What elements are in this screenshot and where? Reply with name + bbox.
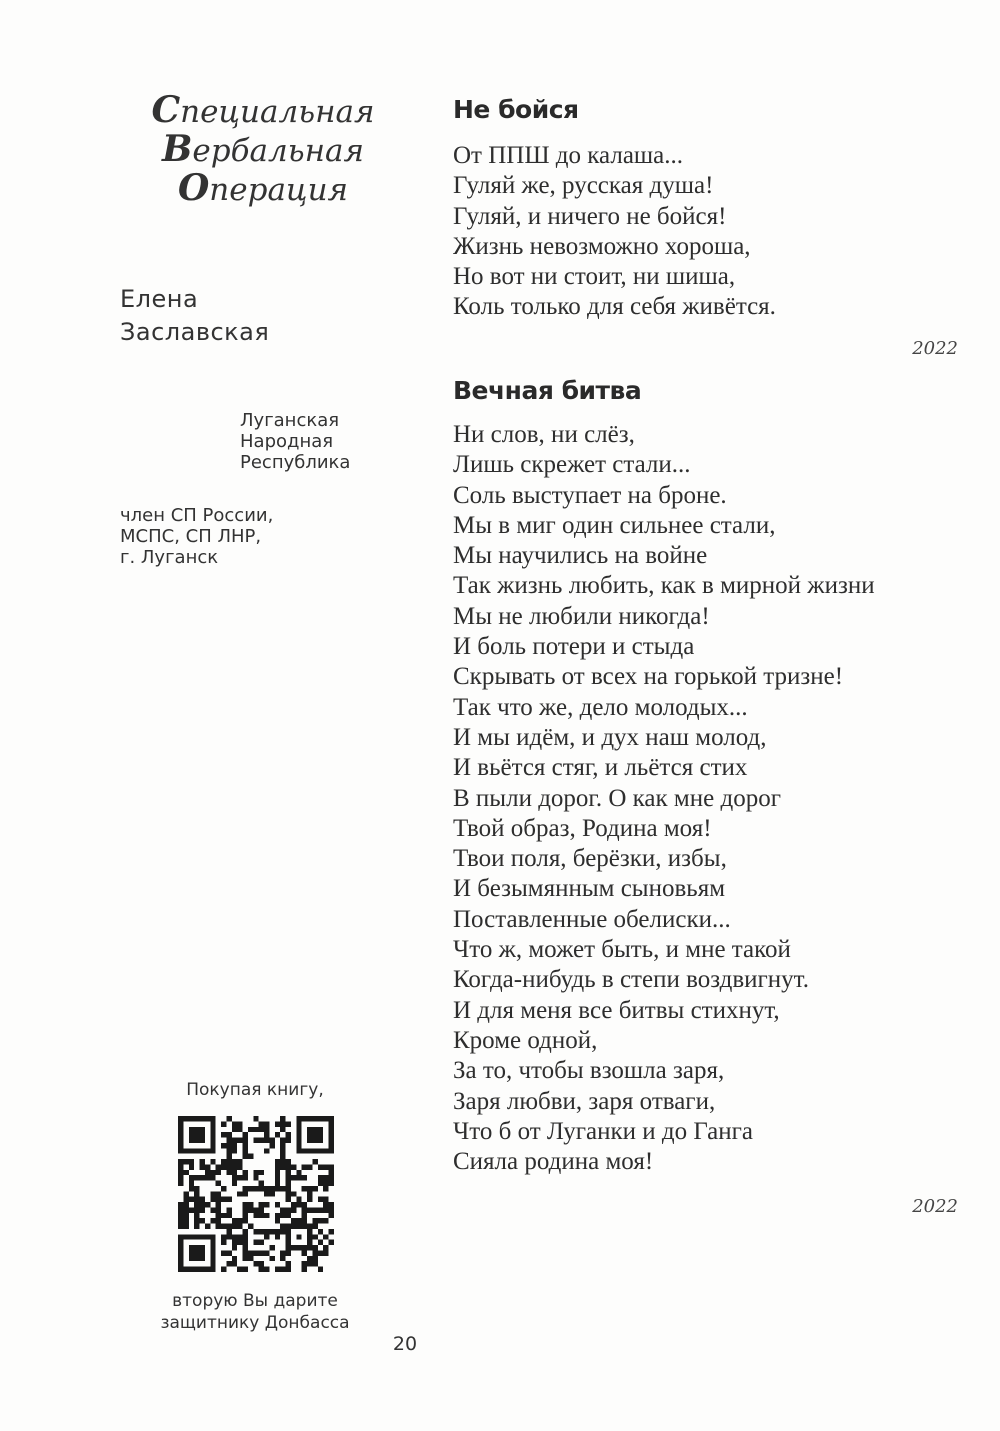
membership-line: г. Луганск (120, 547, 219, 568)
poem-line: Так жизнь любить, как в мирной жизни (453, 572, 875, 600)
poem-line: Твои поля, берёзки, избы, (453, 845, 727, 873)
poem-line: Гуляй же, русская душа! (453, 172, 714, 200)
series-line-1: Специальная (151, 89, 375, 131)
poem-line: Мы не любили никогда! (453, 602, 710, 630)
poem-line: Поставленные обелиски... (453, 905, 731, 933)
qr-caption-top: Покупая книгу, (186, 1080, 324, 1100)
poem-line: Когда-нибудь в степи воздвигнут. (453, 966, 809, 994)
author-name (120, 283, 269, 349)
poem-line: Сияла родина моя! (453, 1148, 654, 1176)
poem-line: И вьётся стяг, и льётся стих (453, 754, 748, 782)
poem-line: И мы идём, и дух наш молод, (453, 723, 767, 751)
region-line: Луганская (240, 410, 340, 431)
poem-title: Вечная битва (453, 376, 642, 405)
poem-line: И боль потери и стыда (453, 633, 695, 661)
poem-body (453, 420, 875, 1177)
series-title (138, 89, 388, 209)
qr-caption-line: вторую Вы дарите (172, 1291, 338, 1311)
poem-line: За то, чтобы взошла заря, (453, 1057, 725, 1085)
poem-line: Твой образ, Родина моя! (453, 814, 712, 842)
series-line-3: Операция (177, 167, 349, 209)
poem-line: Мы научились на войне (453, 542, 708, 570)
author-last-name: Заславская (120, 318, 270, 346)
poem-line: Так что же, дело молодых... (453, 693, 748, 721)
region-line: Народная (240, 431, 334, 452)
author-membership (120, 505, 273, 568)
poem-line: Мы в миг один сильнее стали, (453, 511, 776, 539)
poem-line: Коль только для себя живётся. (453, 293, 776, 321)
poem-line: Ни слов, ни слёз, (453, 421, 635, 448)
poem-line: От ППШ до калаша... (453, 142, 684, 169)
poem-line: Заря любви, заря отваги, (453, 1087, 716, 1115)
qr-code-icon[interactable] (178, 1116, 334, 1272)
poem-line: Кроме одной, (453, 1026, 598, 1054)
poem-line: Что ж, может быть, и мне такой (453, 936, 791, 964)
poem-line: Соль выступает на броне. (453, 481, 727, 509)
author-region (240, 410, 350, 473)
poem-title: Не бойся (453, 95, 579, 124)
poem-line: Лишь скрежет стали... (453, 451, 691, 479)
poem-line: И безымянным сыновьям (453, 875, 726, 903)
author-first-name: Елена (120, 285, 199, 313)
page-number: 20 (392, 1333, 418, 1355)
poem-line: Но вот ни стоит, ни шиша, (453, 263, 736, 291)
poem-line: И для меня все битвы стихнут, (453, 996, 780, 1024)
poem-year: 2022 (912, 1196, 958, 1217)
qr-caption-bottom (130, 1290, 380, 1334)
poem-body (453, 141, 776, 323)
poem-line: Гуляй, и ничего не бойся! (453, 202, 727, 230)
series-line-2: Вербальная (161, 128, 365, 170)
membership-line: МСПС, СП ЛНР, (120, 526, 262, 547)
poem-line: Что б от Луганки и до Ганга (453, 1117, 753, 1145)
qr-caption-line: защитнику Донбасса (160, 1313, 350, 1333)
region-line: Республика (240, 452, 351, 473)
poem-year: 2022 (912, 338, 958, 359)
membership-line: член СП России, (120, 505, 274, 526)
poem-line: Скрывать от всех на горькой тризне! (453, 663, 844, 691)
poem-line: В пыли дорог. О как мне дорог (453, 784, 781, 812)
poem-line: Жизнь невозможно хороша, (453, 232, 751, 260)
